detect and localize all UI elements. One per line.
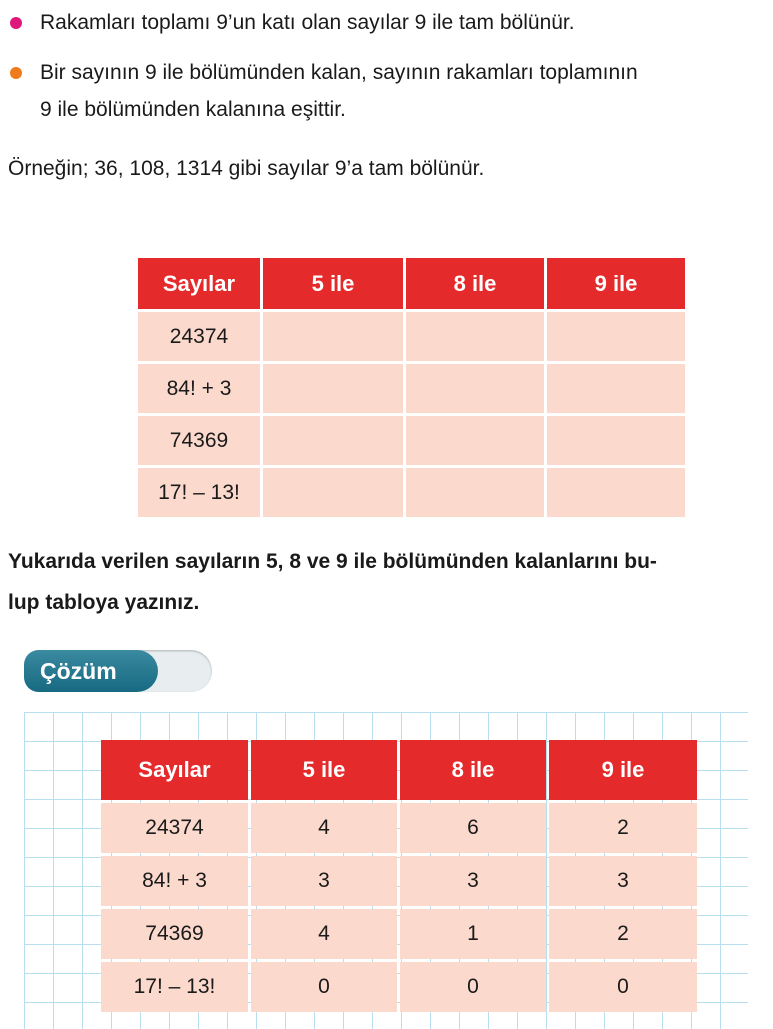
bullet-dot-pink bbox=[10, 17, 22, 29]
answer-cell[interactable] bbox=[547, 364, 685, 413]
table-row bbox=[101, 803, 697, 853]
header-cell: 8 ile bbox=[406, 258, 544, 309]
header-cell: Sayılar bbox=[138, 258, 260, 309]
table-row bbox=[101, 962, 697, 1012]
answer-cell: 1 bbox=[400, 909, 546, 959]
header-cell: 5 ile bbox=[251, 740, 397, 800]
answer-cell: 0 bbox=[549, 962, 697, 1012]
answer-cell[interactable] bbox=[263, 468, 403, 517]
number-cell: 17! – 13! bbox=[101, 962, 248, 1012]
solution-table bbox=[98, 737, 700, 1015]
answer-cell[interactable] bbox=[547, 312, 685, 361]
answer-cell[interactable] bbox=[406, 416, 544, 465]
answer-cell[interactable] bbox=[406, 468, 544, 517]
answer-cell: 3 bbox=[549, 856, 697, 906]
bullet-text-2-line2: 9 ile bölümünden kalanına eşittir. bbox=[40, 98, 346, 121]
question-line1: Yukarıda verilen sayıların 5, 8 ve 9 ile bölümünden kalanlarını bu- bbox=[8, 550, 657, 573]
answer-cell[interactable] bbox=[547, 416, 685, 465]
number-cell: 24374 bbox=[101, 803, 248, 853]
answer-cell: 2 bbox=[549, 803, 697, 853]
answer-cell[interactable] bbox=[263, 312, 403, 361]
table-header-row bbox=[138, 258, 685, 309]
header-cell: 9 ile bbox=[549, 740, 697, 800]
header-cell: Sayılar bbox=[101, 740, 248, 800]
answer-cell: 4 bbox=[251, 909, 397, 959]
table-row bbox=[101, 856, 697, 906]
answer-cell[interactable] bbox=[263, 364, 403, 413]
header-cell: 8 ile bbox=[400, 740, 546, 800]
table-row bbox=[138, 312, 685, 361]
number-cell: 17! – 13! bbox=[138, 468, 260, 517]
question-line2: lup tabloya yazınız. bbox=[8, 591, 200, 614]
number-cell: 74369 bbox=[138, 416, 260, 465]
answer-cell: 4 bbox=[251, 803, 397, 853]
solution-label: Çözüm bbox=[24, 650, 158, 692]
number-cell: 24374 bbox=[138, 312, 260, 361]
answer-cell[interactable] bbox=[406, 312, 544, 361]
question-table bbox=[135, 255, 688, 520]
answer-cell: 3 bbox=[400, 856, 546, 906]
answer-cell[interactable] bbox=[263, 416, 403, 465]
answer-cell: 0 bbox=[251, 962, 397, 1012]
number-cell: 74369 bbox=[101, 909, 248, 959]
answer-cell: 0 bbox=[400, 962, 546, 1012]
example-text: Örneğin; 36, 108, 1314 gibi sayılar 9’a tam bölünür. bbox=[8, 157, 485, 180]
answer-cell[interactable] bbox=[406, 364, 544, 413]
bullet-text-1: Rakamları toplamı 9’un katı olan sayılar 9 ile tam bölünür. bbox=[40, 11, 575, 34]
number-cell: 84! + 3 bbox=[138, 364, 260, 413]
header-cell: 5 ile bbox=[263, 258, 403, 309]
bullet-text-2-line1: Bir sayının 9 ile bölümünden kalan, sayının rakamları toplamının bbox=[40, 61, 638, 84]
table-row bbox=[138, 416, 685, 465]
answer-cell: 6 bbox=[400, 803, 546, 853]
answer-cell: 3 bbox=[251, 856, 397, 906]
number-cell: 84! + 3 bbox=[101, 856, 248, 906]
table-row bbox=[138, 364, 685, 413]
table-header-row bbox=[101, 740, 697, 800]
header-cell: 9 ile bbox=[547, 258, 685, 309]
answer-cell: 2 bbox=[549, 909, 697, 959]
table-row bbox=[138, 468, 685, 517]
bullet-dot-orange bbox=[10, 67, 22, 79]
table-row bbox=[101, 909, 697, 959]
answer-cell[interactable] bbox=[547, 468, 685, 517]
